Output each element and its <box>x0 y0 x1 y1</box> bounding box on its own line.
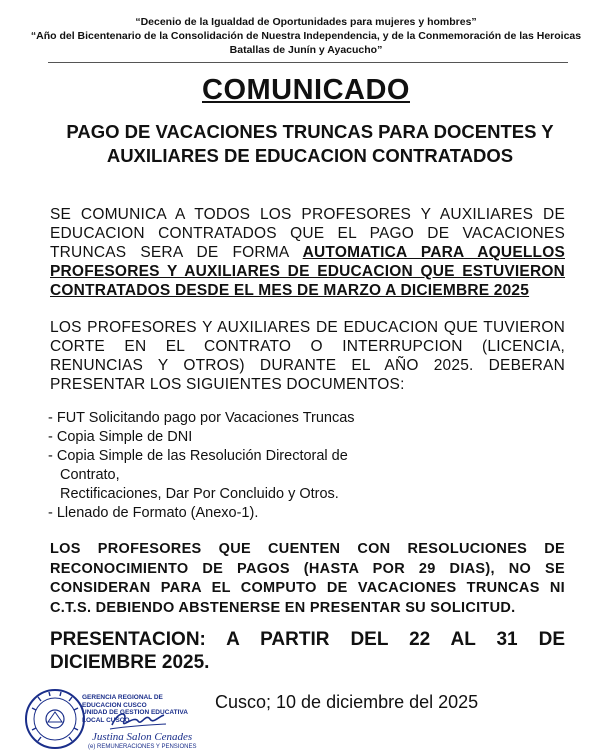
paragraph-1-text: SE COMUNICA A TODOS LOS PROFESORES Y AUXILIARES DE EDUCACION CONTRATADOS QUE EL PAGO DE VACACIONES TRUNCAS SERA DE FORMA <box>50 206 565 261</box>
header-line-3: Batallas de Junín y Ayacucho” <box>229 44 383 56</box>
list-item-continuation: Rectificaciones, Dar Por Concluido y Otros. <box>60 486 339 502</box>
document-title: COMUNICADO <box>202 74 410 106</box>
list-item: - Copia Simple de DNI <box>48 429 193 445</box>
list-item-continuation: Contrato, <box>60 467 120 483</box>
documents-list <box>48 409 568 523</box>
document-subtitle: PAGO DE VACACIONES TRUNCAS PARA DOCENTES Y AUXILIARES DE EDUCACION CONTRATADOS <box>66 121 554 166</box>
presentation-dates: PRESENTACION: A PARTIR DEL 22 AL 31 DE DICIEMBRE 2025. <box>50 629 565 673</box>
paragraph-1-emphasis: AUTOMATICA PARA AQUELLOS PROFESORES Y AUXILIARES DE EDUCACION QUE ESTUVIERON CONTRATADOS DESDE EL MES DE MARZO A DICIEMBRE 2025 <box>50 244 565 299</box>
list-item: - FUT Solicitando pago por Vacaciones Truncas <box>48 410 355 426</box>
signer-office: (e) REMUNERACIONES Y PENSIONES <box>88 744 197 750</box>
list-item: - Copia Simple de las Resolución Directoral de <box>48 448 348 464</box>
place-and-date: Cusco; 10 de diciembre del 2025 <box>215 692 479 712</box>
paragraph-automatic-payment <box>50 205 565 300</box>
paragraph-interrupted-contracts: LOS PROFESORES Y AUXILIARES DE EDUCACION QUE TUVIERON CORTE EN EL CONTRATO O INTERRUPCION (LICENCIA, RENUNCIAS Y OTROS) DURANTE EL AÑO 2025. DEBERAN PRESENTAR LOS SIGUIENTES DOCUMENTOS: <box>50 319 565 393</box>
header-line-1: “Decenio de la Igualdad de Oportunidades para mujeres y hombres” <box>135 16 477 28</box>
stamp-line: GERENCIA REGIONAL DE EDUCACION CUSCO <box>82 694 163 709</box>
stamp-line: UNIDAD DE GESTION EDUCATIVA LOCAL CUSCO <box>82 709 188 724</box>
header-divider <box>48 62 568 63</box>
handwritten-signature-icon <box>108 707 168 733</box>
official-seal-icon <box>24 688 86 750</box>
list-item: - Llenado de Formato (Anexo-1). <box>48 505 259 521</box>
signer-name: Justina Salon Cenades <box>92 731 193 743</box>
notice-paragraph: LOS PROFESORES QUE CUENTEN CON RESOLUCIONES DE RECONOCIMIENTO DE PAGOS (HASTA POR 29 DIAS), NO SE CONSIDERAN PARA EL COMPUTO DE VACACIONES TRUNCAS NI C.T.S. DEBIENDO ABSTENERSE EN PRESENTAR SU SOLICITUD. <box>50 541 565 616</box>
header-line-2: “Año del Bicentenario de la Consolidación de Nuestra Independencia, y de la Conmemoración de las Heroicas <box>30 30 582 42</box>
